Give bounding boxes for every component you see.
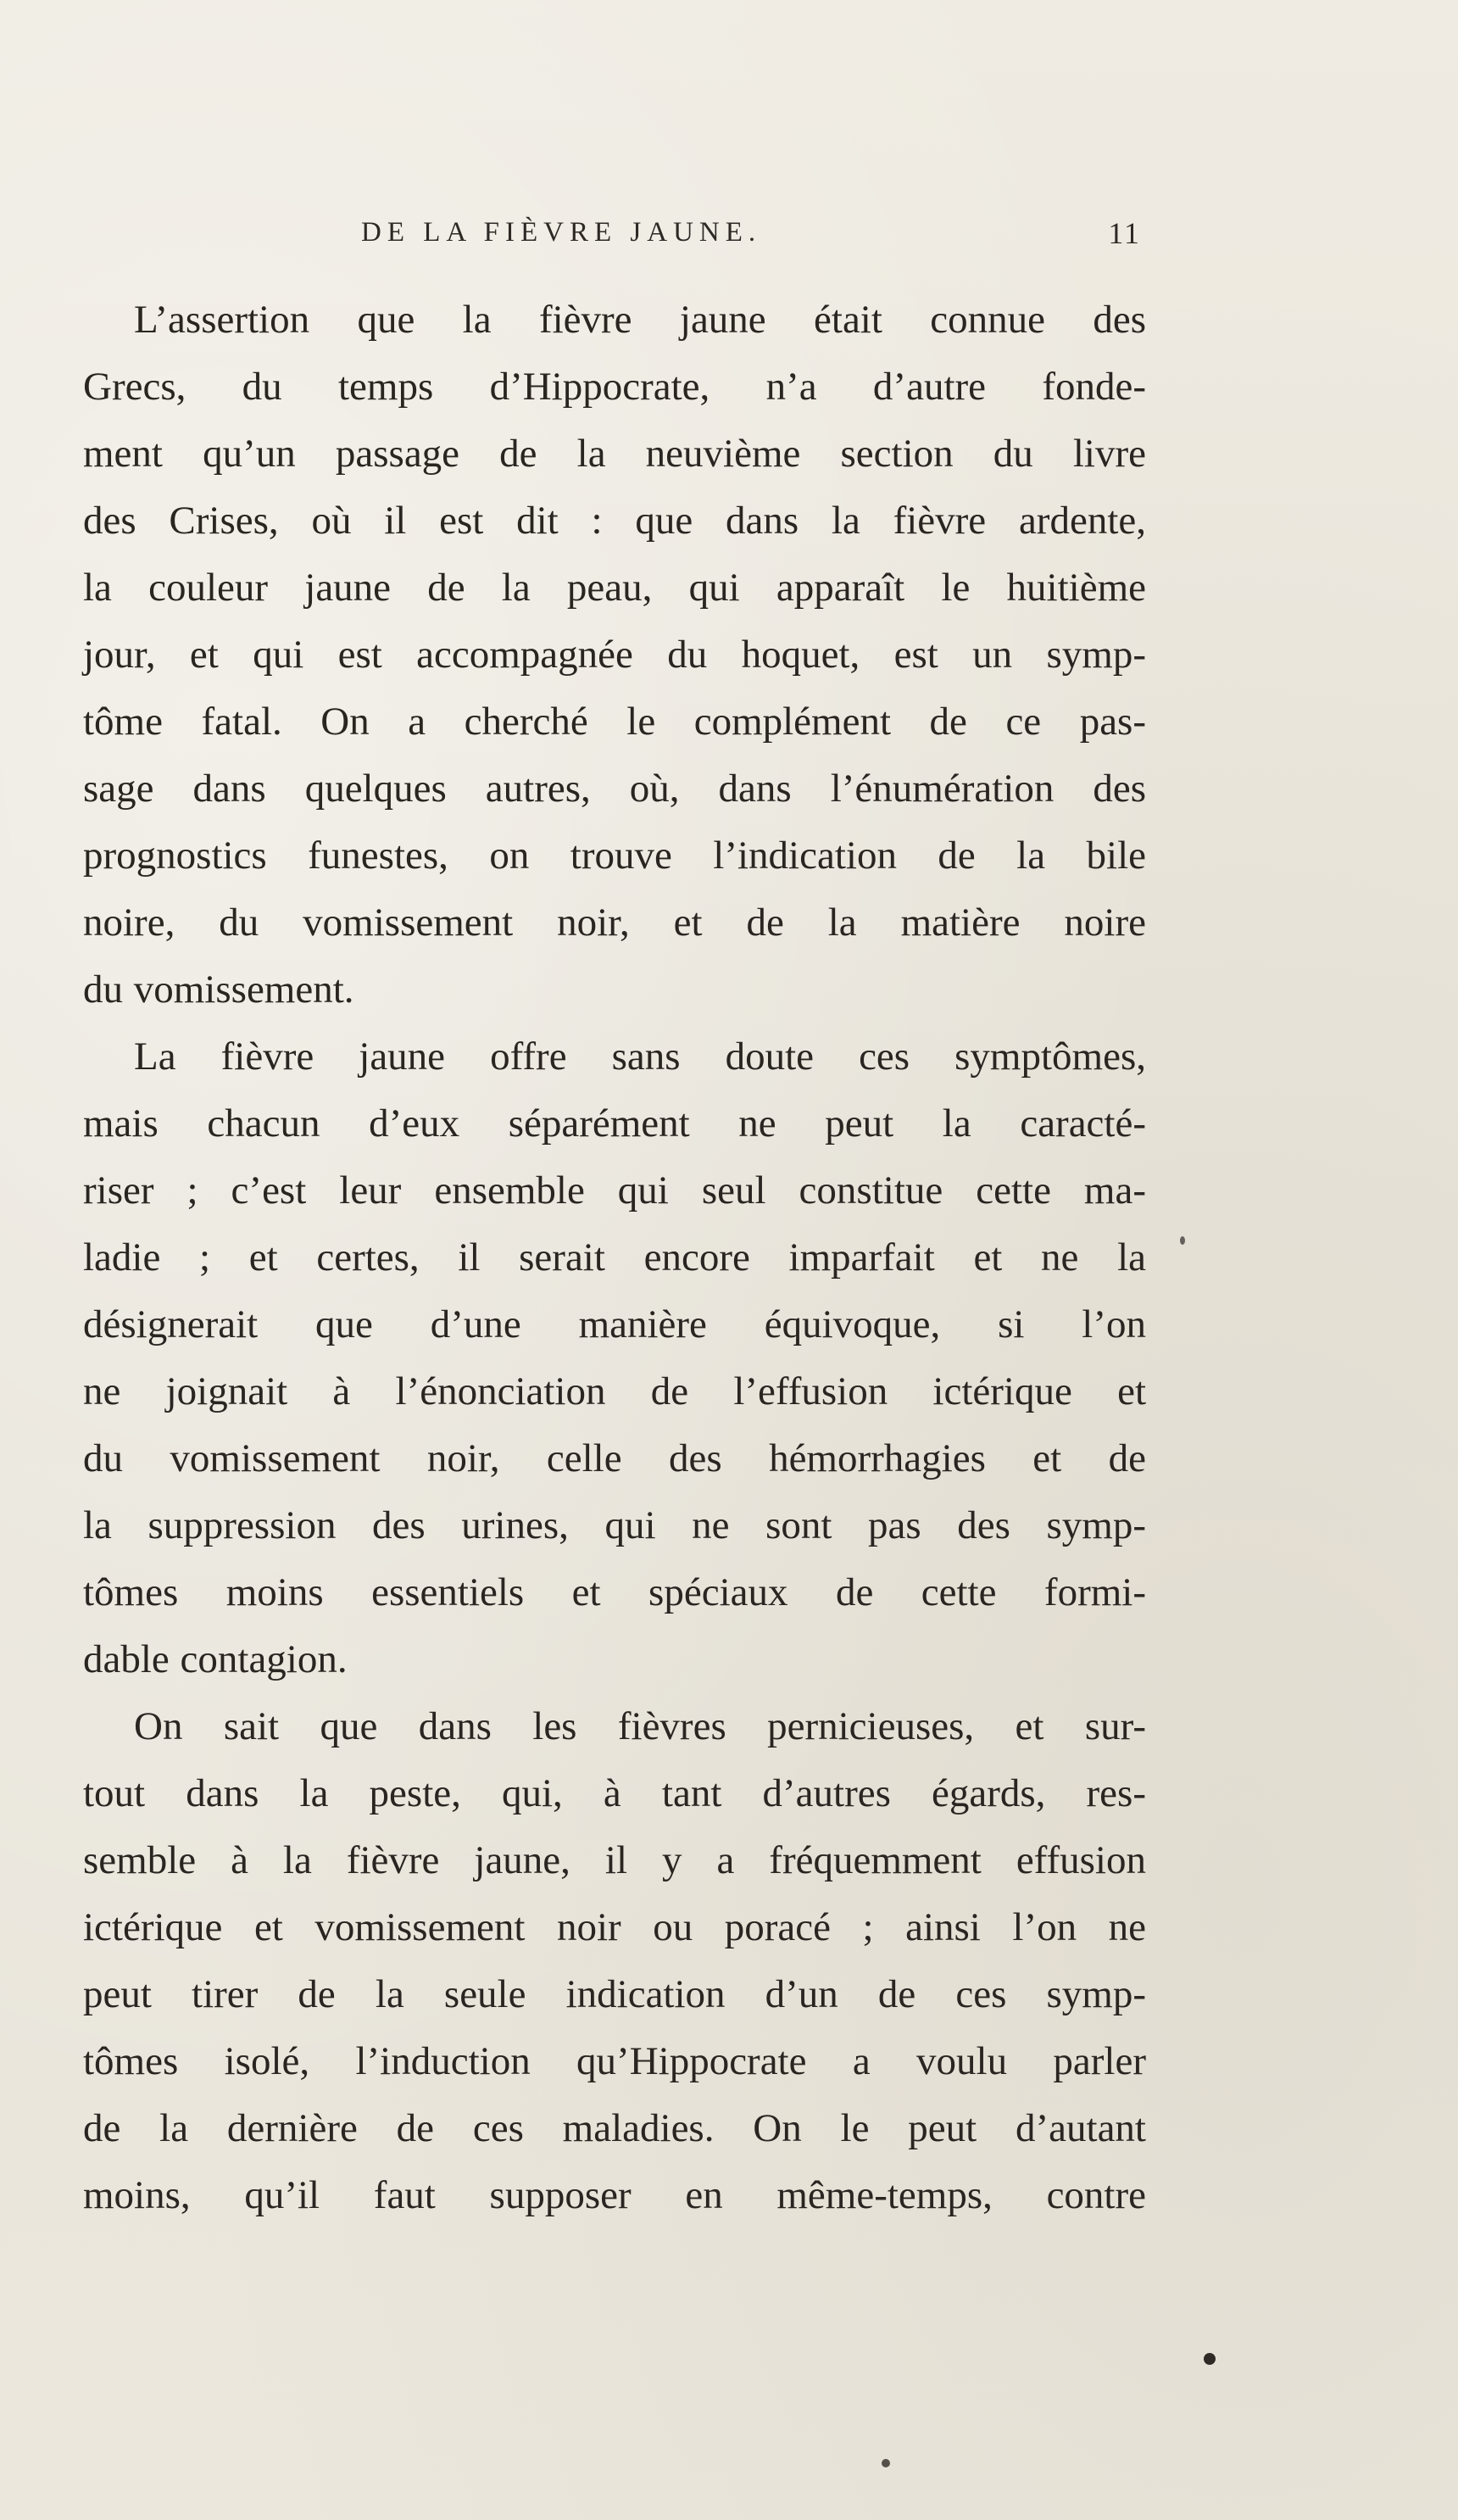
paragraph-2 [83, 1023, 1146, 1693]
text-line: riser ; c’est leur ensemble qui seul constitue cette ma- [83, 1168, 1146, 1213]
ink-speck [1180, 1236, 1185, 1245]
text-line: noire, du vomissement noir, et de la matière noire [83, 900, 1146, 945]
text-line: On sait que dans les fièvres pernicieuses, et sur- [134, 1704, 1146, 1748]
text-line: ne joignait à l’énonciation de l’effusion ictérique et [83, 1369, 1146, 1413]
text-line: sage dans quelques autres, où, dans l’énumération des [83, 767, 1146, 811]
text-line: ladie ; et certes, il serait encore imparfait et ne la [83, 1235, 1146, 1280]
text-line: Grecs, du temps d’Hippocrate, n’a d’autre fonde- [83, 365, 1146, 409]
text-line: des Crises, où il est dit : que dans la fièvre ardente, [83, 499, 1146, 543]
paragraph-1 [83, 287, 1146, 1023]
text-line: du vomissement noir, celle des hémorrhagies et de [83, 1436, 1146, 1480]
text-line: de la dernière de ces maladies. On le peut d’autant [83, 2106, 1146, 2150]
ink-speck [882, 2459, 890, 2467]
text-line: peut tirer de la seule indication d’un de ces symp- [83, 1972, 1146, 2016]
text-line: jour, et qui est accompagnée du hoquet, est un symp- [83, 633, 1146, 677]
running-head [81, 212, 1144, 263]
paragraph-3 [83, 1693, 1146, 2229]
text-line: du vomissement. [83, 967, 354, 1012]
running-title: DE LA FIÈVRE JAUNE. [361, 217, 762, 248]
text-line: mais chacun d’eux séparément ne peut la caracté- [83, 1101, 1146, 1146]
text-line: L’assertion que la fièvre jaune était connue des [134, 298, 1146, 342]
text-line: tout dans la peste, qui, à tant d’autres égards, res- [83, 1771, 1146, 1815]
text-line: tôme fatal. On a cherché le complément de ce pas- [83, 700, 1146, 744]
text-line: la couleur jaune de la peau, qui apparaît le huitième [83, 566, 1146, 610]
text-line: ictérique et vomissement noir ou poracé ; ainsi l’on ne [83, 1905, 1146, 1949]
ink-speck [1204, 2353, 1216, 2365]
text-line: ment qu’un passage de la neuvième section du livre [83, 432, 1146, 476]
text-line: tômes moins essentiels et spéciaux de cette formi- [83, 1570, 1146, 1614]
body-text [83, 287, 1146, 2229]
text-line: La fièvre jaune offre sans doute ces symptômes, [134, 1034, 1146, 1079]
text-line: prognostics funestes, on trouve l’indication de la bile [83, 833, 1146, 878]
text-line: tômes isolé, l’induction qu’Hippocrate a voulu parler [83, 2039, 1146, 2083]
page-number: 11 [1108, 216, 1141, 250]
text-line: la suppression des urines, qui ne sont pas des symp- [83, 1503, 1146, 1547]
text-line: dable contagion. [83, 1637, 348, 1681]
text-line: moins, qu’il faut supposer en même-temps, contre [83, 2173, 1146, 2217]
text-line: semble à la fièvre jaune, il y a fréquemment effusion [83, 1838, 1146, 1882]
text-line: désignerait que d’une manière équivoque, si l’on [83, 1302, 1146, 1346]
